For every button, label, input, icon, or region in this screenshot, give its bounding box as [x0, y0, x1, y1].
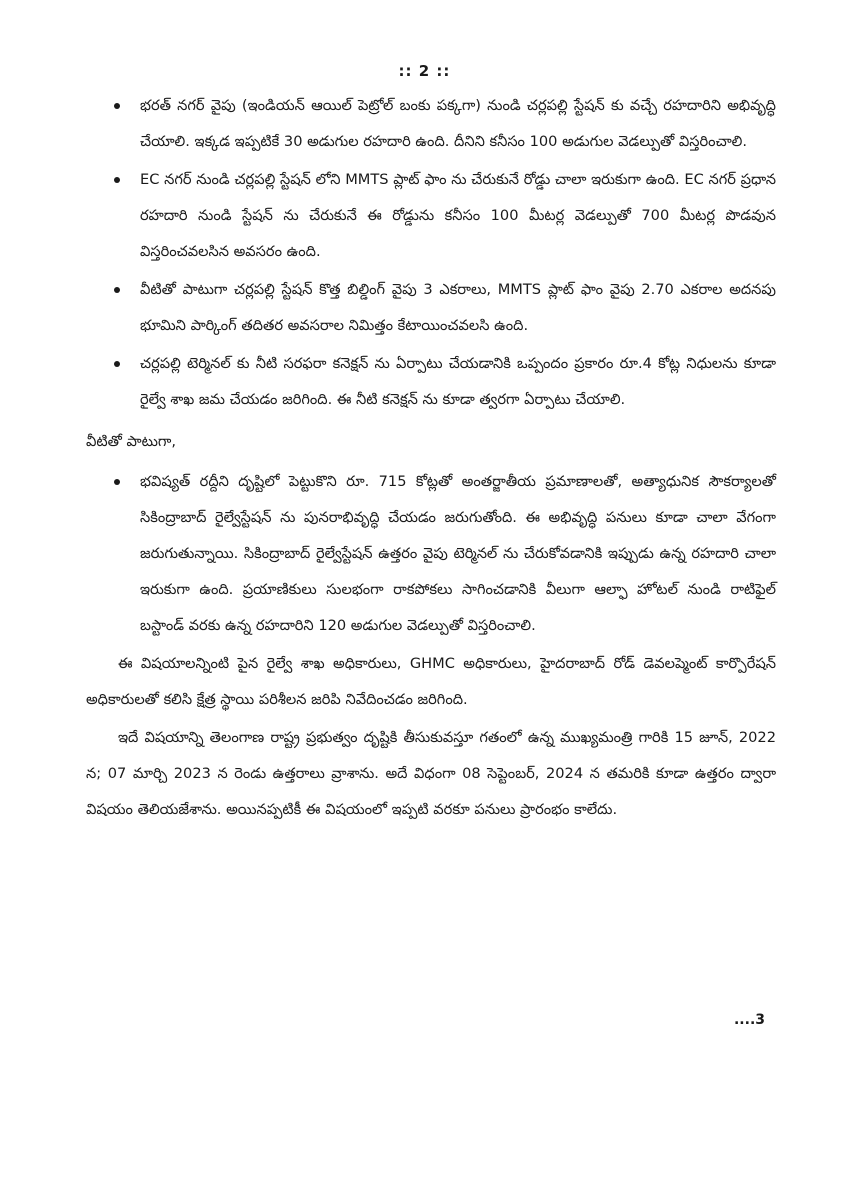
bullet-text: భరత్ నగర్ వైపు (ఇండియన్ ఆయిల్ పెట్రోల్ బంకు పక్కగా) నుండి చర్లపల్లి స్టేషన్ కు వచ్చే రహదారిని అభివృద్ధి చేయాలి. ఇక్కడ ఇప్పటికే 30 అడుగుల రహదారి ఉంది. దీనిని కనీసం 100 అడుగుల వెడల్పుతో విస్తరించాలి. — [140, 97, 776, 150]
bullet-icon — [114, 287, 120, 293]
bullet-list-bottom — [86, 464, 776, 644]
bullet-item — [86, 464, 776, 644]
body-paragraph: ఇదే విషయాన్ని తెలంగాణ రాష్ట్ర ప్రభుత్వం దృష్టికి తీసుకువస్తూ గతంలో ఉన్న ముఖ్యమంత్రి గారికి 15 జూన్, 2022 న; 07 మార్చి 2023 న రెండు ఉత్తరాలు వ్రాశాను. అదే విధంగా 08 సెప్టెంబర్, 2024 న తమరికి కూడా ఉత్తరం ద్వారా విషయం తెలియజేశాను. అయినప్పటికీ ఈ విషయంలో ఇప్పటి వరకూ పనులు ప్రారంభం కాలేదు. — [86, 729, 776, 818]
bullet-icon — [114, 103, 120, 109]
body-paragraph: ఈ విషయాలన్నింటి పైన రైల్వే శాఖ అధికారులు, GHMC అధికారులు, హైదరాబాద్ రోడ్ డెవలప్మెంట్ కార్పొరేషన్ అధికారులతో కలిసి క్షేత్ర స్థాయి పరిశీలన జరిపి నివేదించడం జరిగింది. — [86, 655, 776, 708]
bullet-icon — [114, 479, 120, 485]
bullet-text: చర్లపల్లి టెర్మినల్ కు నీటి సరఫరా కనెక్షన్ ను ఏర్పాటు చేయడానికి ఒప్పందం ప్రకారం రూ.4 కోట్ల నిధులను కూడా రైల్వే శాఖ జమ చేయడం జరిగింది. ఈ నీటి కనెక్షన్ ను కూడా త్వరగా ఏర్పాటు చేయాలి. — [140, 355, 776, 408]
bullet-list-top — [86, 88, 776, 418]
bullet-icon — [114, 361, 120, 367]
page-number-header: :: 2 :: — [398, 62, 451, 80]
lead-text: వీటితో పాటుగా, — [86, 433, 176, 450]
bullet-item — [86, 272, 776, 344]
bullet-item — [86, 346, 776, 418]
bullet-text: భవిష్యత్ రద్దీని దృష్టిలో పెట్టుకొని రూ. 715 కోట్లతో అంతర్జాతీయ ప్రమాణాలతో, అత్యాధునిక సౌకర్యాలతో సికింద్రాబాద్ రైల్వేస్టేషన్ ను పునరాభివృద్ధి చేయడం జరుగుతోంది. ఈ అభివృద్ధి పనులు కూడా చాలా వేగంగా జరుగుతున్నాయి. సికింద్రాబాద్ రైల్వేస్టేషన్ ఉత్తరం వైపు టెర్మినల్ ను చేరుకోవడానికి ఇప్పుడు ఉన్న రహదారి చాలా ఇరుకుగా ఉంది. ప్రయాణికులు సులభంగా రాకపోకలు సాగించడానికి వీలుగా ఆల్ఫా హోటల్ నుండి రాటిఫైల్ బస్టాండ్ వరకు ఉన్న రహదారిని 120 అడుగుల వెడల్పుతో విస్తరించాలి. — [140, 473, 776, 634]
continuation-marker: ....3 — [733, 1012, 765, 1028]
bullet-text: వీటితో పాటుగా చర్లపల్లి స్టేషన్ కొత్త బిల్డింగ్ వైపు 3 ఎకరాలు, MMTS ప్లాట్ ఫాం వైపు 2.70 ఎకరాల అదనపు భూమిని పార్కింగ్ తదితర అవసరాల నిమిత్తం కేటాయించవలసి ఉంది. — [140, 281, 776, 334]
bullet-text: EC నగర్ నుండి చర్లపల్లి స్టేషన్ లోని MMTS ప్లాట్ ఫాం ను చేరుకునే రోడ్డు చాలా ఇరుకుగా ఉంది. EC నగర్ ప్రధాన రహదారి నుండి స్టేషన్ ను చేరుకునే ఈ రోడ్డును కనీసం 100 మీటర్ల వెడల్పుతో 700 మీటర్ల పొడవున విస్తరించవలసిన అవసరం ఉంది. — [140, 171, 776, 260]
bullet-icon — [114, 177, 120, 183]
letter-body — [86, 88, 776, 828]
bullet-item — [86, 88, 776, 160]
bullet-item — [86, 162, 776, 270]
